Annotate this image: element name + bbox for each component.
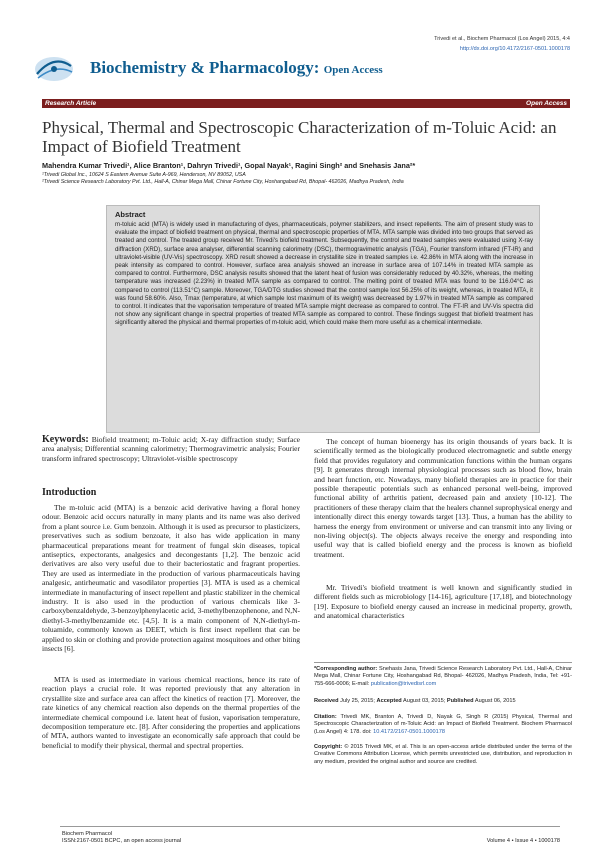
header-citation: Trivedi et al., Biochem Pharmacol (Los Angel) 2015, 4:4 bbox=[434, 36, 570, 42]
affiliation-2: ²Trivedi Science Research Laboratory Pvt. Ltd., Hall-A, Chinar Mega Mall, Chinar Fortune City, Hoshangabad Rd, Bhopal- 462026, Madhya Pradesh, India bbox=[42, 179, 404, 185]
open-access-label: Open Access bbox=[323, 64, 383, 76]
introduction-paragraph-1: The m-toluic acid (MTA) is a benzoic acid derivative having a floral honey odour. Benzoic acid occurs naturally in many plants and its name was also derived from a plant source i.e. Gum benzoin. Although it is used as precursor to plasticizers, preservatives such as sodium benzoate, it also has wide application in many pharmaceutical preparations meant for treatment of fungal skin diseases, topical antiseptics, expectorants, analgesics and decongestants [1,2]. The benzoic acid derivatives are also very useful due to their bacteriostatic and fragrant properties. They are used as intermediate in the production of various pharmaceuticals having analgesic, antirheumatic and vasodilator properties [3]. MTA is used as a chemical intermediate in manufacturing of insect repellent and plastic stabilizer in the chemical industry. It is also used in the production of various chemicals like 3-carboxybenzaldehyde, 3-benzoylphenylacetic acid, 3-methylbenzophenone, and N,N-diethyl-3-methylbenzamide etc. [4,5]. It is a main component of N,N-diethyl-m-toluamide, commonly known as DEET, which is first insect repellent that can be applied to skin or clothing and provide protection against mosquitoes and other biting insects [6]. bbox=[42, 503, 300, 654]
journal-title: Biochemistry & Pharmacology: bbox=[90, 58, 320, 77]
footer-volume: Volume 4 • Issue 4 • 1000178 bbox=[486, 838, 560, 844]
copyright-note bbox=[314, 744, 572, 766]
open-access-band-label: Open Access bbox=[526, 99, 567, 107]
introduction-paragraph-2: MTA is used as intermediate in various chemical reactions, hence its rate of reaction plays a crucial role. It was reported previously that any alteration in crystallite size and surface area can affect the kinetics of reaction [7]. Moreover, the rate kinetics of any chemical reaction also depends on the thermal properties of the intermediate chemical compound i.e. latent heat of fusion, vaporisation temperature, decomposition temperature etc. [8]. After considering the properties and applications of MTA, authors wanted to investigate an economically safe approach that could be beneficial to modify their physical, thermal and spectral properties. bbox=[42, 675, 300, 750]
received-label: Received bbox=[314, 698, 339, 704]
header-doi-link[interactable]: http://dx.doi.org/10.4172/2167-0501.1000178 bbox=[459, 46, 570, 52]
copyright-label: Copyright: bbox=[314, 744, 343, 750]
accepted-date: August 03, 2015; bbox=[402, 698, 446, 704]
journal-logo-icon bbox=[32, 54, 76, 84]
footnote-divider bbox=[314, 662, 572, 663]
footer-divider bbox=[60, 826, 560, 827]
body-paragraph-right-1: The concept of human bioenergy has its origin thousands of years back. It is scientifically termed as the biologically produced electromagnetic and subtle energy field that provides regulatory and communication functions within the human organs [9]. It generates through internal physiological processes such as blood flow, brain and heart function, etc. Nowadays, many biofield therapies are in practice for their possible therapeutic potentials such as enhanced personal well-being, improved functional ability of arthritis patient, decreased pain and anxiety [10-12]. The practitioners of these therapy claim that the healers channel suprophysical energy and intentionally direct this energy towards target [13]. Thus, a human has the ability to harness the energy from environment or universe and can transmit into any living or non-living object(s). The objects always receive the energy and responding into useful way that is called biofield energy and the process is known as biofield treatment. bbox=[314, 437, 572, 559]
corr-label: *Corresponding author: bbox=[314, 666, 378, 672]
published-label: Published bbox=[446, 698, 474, 704]
received-date: July 25, 2015; bbox=[340, 698, 375, 704]
citation-label: Citation: bbox=[314, 714, 337, 720]
citation-doi-link[interactable]: 10.4172/2167-0501.1000178 bbox=[373, 728, 445, 735]
keywords-label: Keywords: bbox=[42, 434, 89, 445]
article-type-band bbox=[42, 99, 570, 108]
corr-email-link[interactable]: publication@trivedisrl.com bbox=[370, 680, 437, 687]
footer-issn: ISSN:2167-0501 BCPC, an open access journal bbox=[62, 838, 182, 844]
citation-note bbox=[314, 714, 572, 736]
corresponding-author-note bbox=[314, 666, 572, 688]
abstract-text: m-toluic acid (MTA) is widely used in manufacturing of dyes, pharmaceuticals, polymer stabilizers, and insect repellents. The aim of present study was to evaluate the impact of biofield treatment on physical, thermal and spectroscopic properties of MTA. MTA sample was divided into two groups that served as treated and control. The treated group received Mr. Trivedi's biofield treatment. Subsequently, the control and treated samples were evaluated using X-ray diffraction (XRD), surface area analyser, differential scanning calorimetry (DSC), thermogravimetric analysis (TGA), Fourier transform infrared (FT-IR) and ultraviolet-visible (UV-Vis) spectroscopy. XRD result showed a decrease in crystallite size in treated samples i.e. 42.86% in MTA along with the increase in peak intensity as compared to control. However, surface area analysis showed an increase in surface area of 107.14% in treated MTA sample as compared to control. Furthermore, DSC analysis results showed that the latent heat of fusion was considerably reduced by 40.32%, whereas, the melting temperature was increased (2.23%) in treated MTA sample as compared to control. The melting point of treated MTA was found to be 116.04°C as compared to control (113.51°C) sample. Moreover, TGA/DTG studies showed that the control sample lost 56.25% of its weight, whereas, in treated MTA, it was found 58.60%. Also, Tmax (temperature, at which sample lost maximum of its weight) was decreased by 1.97% in treated MTA sample as compared to control. It indicates that the vaporisation temperature of treated MTA sample might decrease as compared to control. The FT-IR and UV-Vis spectra did not show any significant change in spectral properties of treated MTA sample as compared to control. These findings suggest that biofield treatment has significantly altered the physical and thermal properties of m-toluic acid, which could make them more useful as a chemical intermediate. bbox=[115, 221, 533, 327]
article-type-label: Research Article bbox=[45, 99, 97, 107]
author-list: Mahendra Kumar Trivedi¹, Alice Branton¹, Dahryn Trivedi¹, Gopal Nayak¹, Ragini Singh² and Snehasis Jana²* bbox=[42, 161, 416, 170]
published-date: August 06, 2015 bbox=[474, 698, 516, 704]
introduction-heading: Introduction bbox=[42, 487, 97, 498]
accepted-label: Accepted bbox=[376, 698, 402, 704]
citation-text: Trivedi MK, Branton A, Trivedi D, Nayak G, Singh R (2015) Physical, Thermal and Spectroscopic Characterization of m-Toluic Acid: an Impact of Biofield Treatment. Biochem Pharmacol (Los Angel) 4: 178. doi: bbox=[314, 714, 572, 735]
keywords-text: Biofield treatment; m-Toluic acid; X-ray diffraction study; Surface area analysis; Differential scanning calorimetry; Thermogravimetric analysis; Fourier transform infrared spectroscopy; Ultraviolet-visible spectroscopy bbox=[42, 435, 300, 463]
keywords-section bbox=[42, 435, 300, 463]
affiliation-1: ¹Trivedi Global Inc., 10624 S Eastern Avenue Suite A-969, Henderson, NV 89052, USA bbox=[42, 172, 246, 178]
abstract-heading: Abstract bbox=[115, 210, 146, 219]
article-dates bbox=[314, 698, 572, 705]
footer-journal: Biochem Pharmacol bbox=[62, 831, 113, 837]
body-paragraph-right-2: Mr. Trivedi's biofield treatment is well known and significantly studied in different fields such as microbiology [14-16], agriculture [17,18], and biotechnology [19]. Exposure to biofield energy caused an increase in medicinal property, growth, and anatomical characteristics bbox=[314, 583, 572, 621]
corr-text: Snehasis Jana, Trivedi Science Research Laboratory Pvt. Ltd., Hall-A, Chinar Mega Mall, Chinar Fortune City, Hoshangabad Rd, Bhopal- 462026, Madhya Pradesh, India, Tel: +91-755-666-0006; E-mail: bbox=[314, 666, 572, 687]
journal-name bbox=[90, 58, 383, 78]
copyright-text: © 2015 Trivedi MK, et al. This is an open-access article distributed under the terms of the Creative Commons Attribution License, which permits unrestricted use, distribution, and reproduction in any medium, provided the original author and source are credited. bbox=[314, 744, 572, 765]
article-title: Physical, Thermal and Spectroscopic Characterization of m-Toluic Acid: an Impact of Biofield Treatment bbox=[42, 118, 557, 156]
